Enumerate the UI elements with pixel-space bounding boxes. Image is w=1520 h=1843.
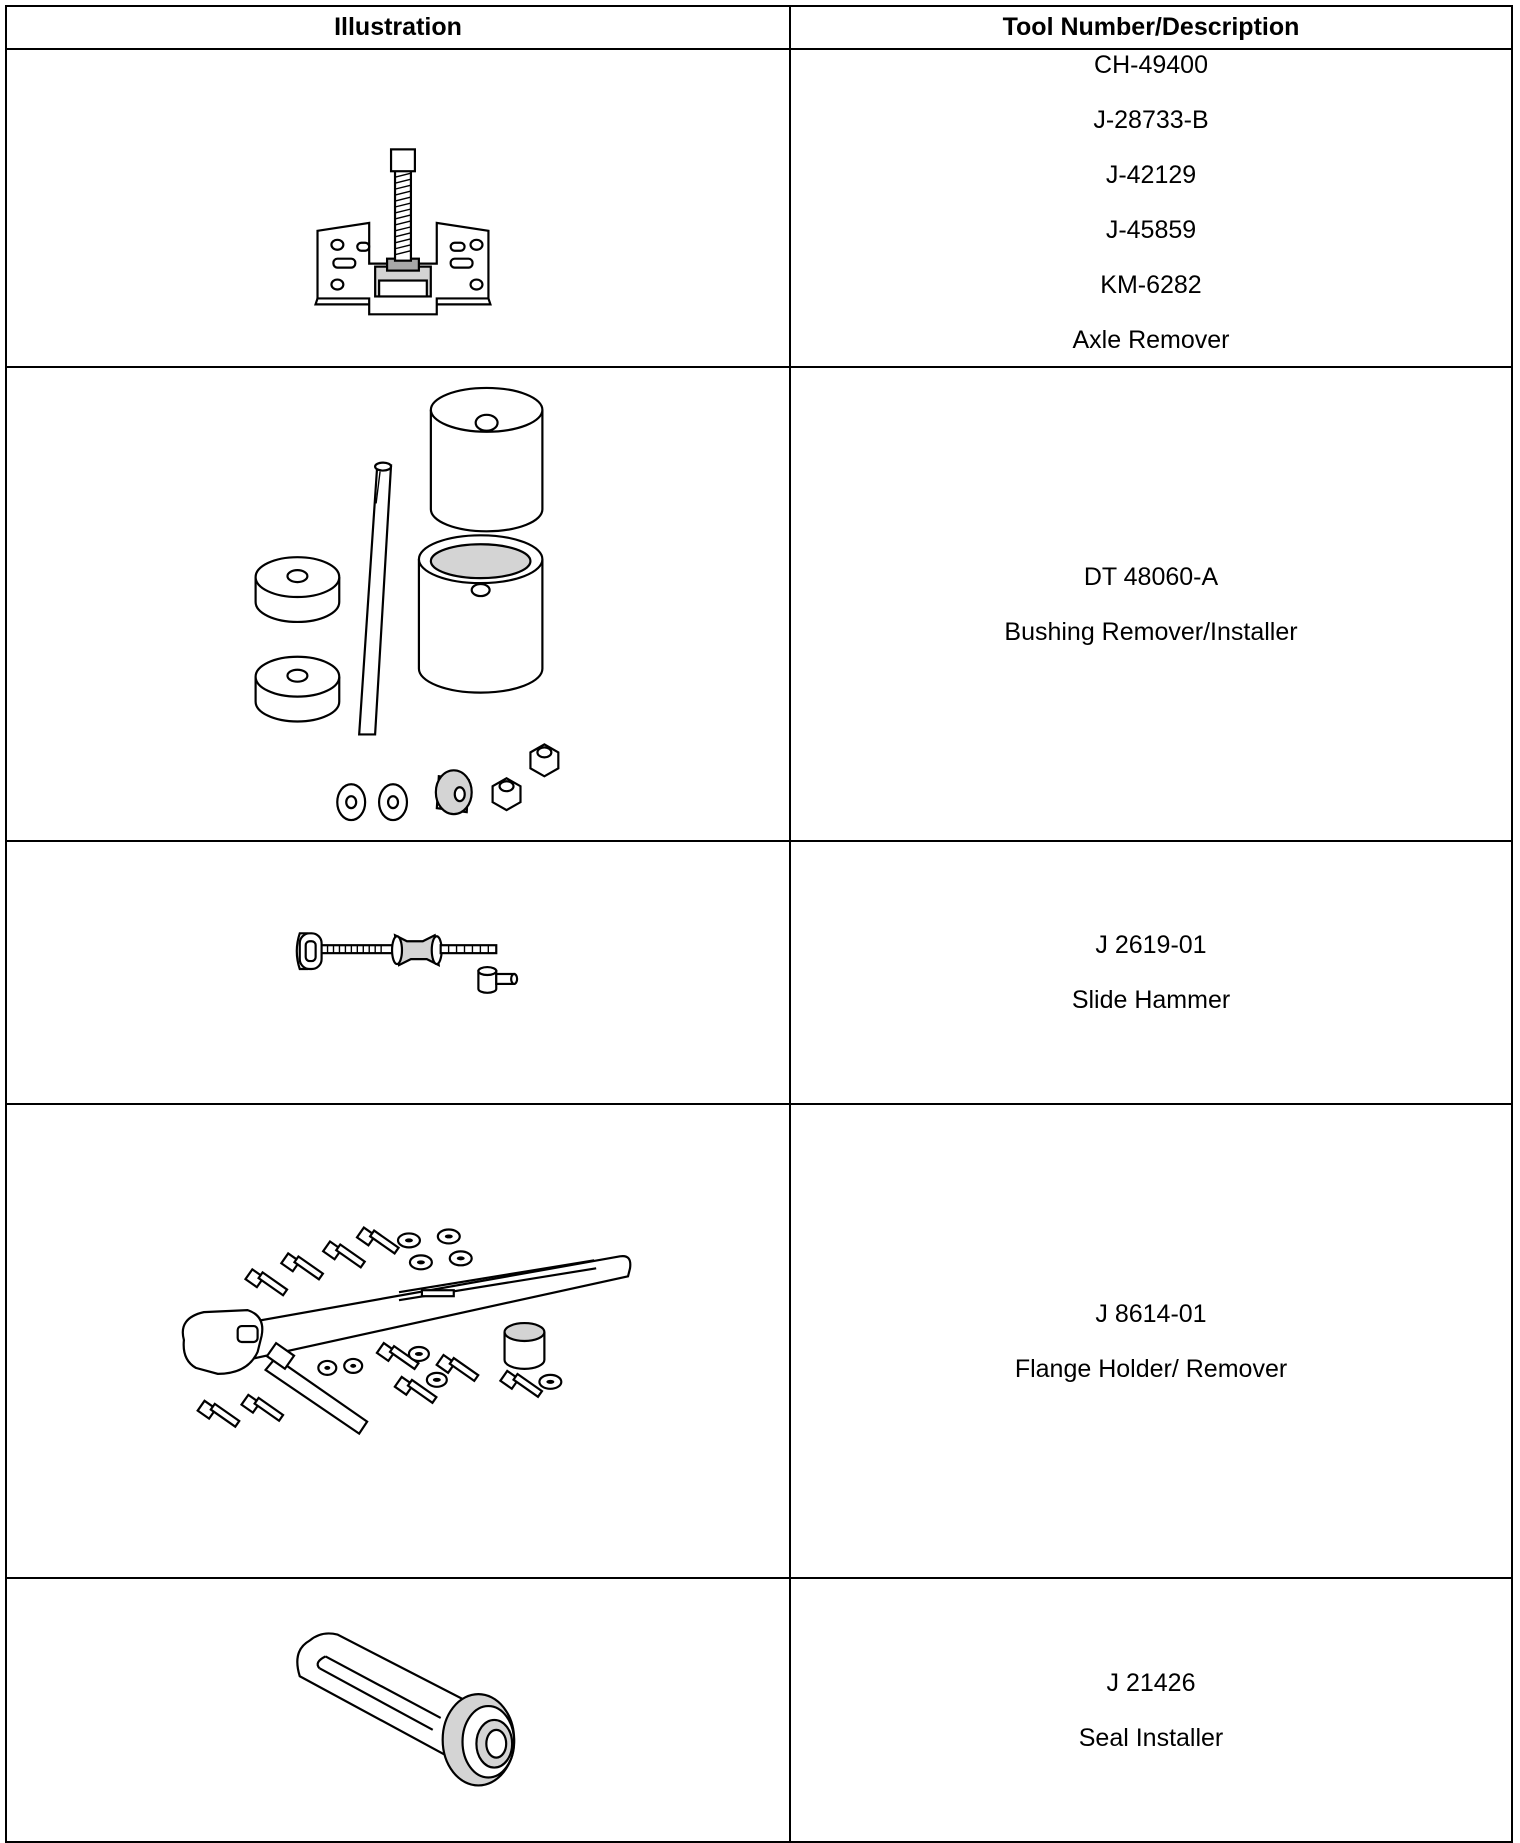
illustration-cell [6, 49, 790, 367]
tool-number: J-45859 [1105, 216, 1197, 244]
tool-description: Seal Installer [1078, 1723, 1224, 1752]
description-cell [790, 1104, 1512, 1578]
tool-number: KM-6282 [1100, 271, 1202, 299]
tool-number: J 2619-01 [1095, 931, 1207, 959]
seal-installer-illustration [7, 1579, 791, 1841]
illustration-cell [6, 1578, 790, 1842]
axle-remover-illustration [7, 50, 791, 366]
tool-description: Axle Remover [1072, 326, 1230, 354]
illustration-header: Illustration [6, 6, 790, 49]
slide-hammer-illustration [7, 842, 791, 1103]
illustration-cell [6, 1104, 790, 1578]
bushing-remover-illustration [7, 368, 791, 840]
tool-description: Bushing Remover/Installer [1004, 617, 1298, 646]
tool-number: J-28733-B [1093, 106, 1209, 134]
table-row [6, 49, 1512, 367]
flange-holder-illustration [7, 1105, 791, 1577]
table-row [6, 367, 1512, 841]
description-cell [790, 49, 1512, 367]
header-row [6, 6, 1512, 49]
illustration-cell [6, 841, 790, 1104]
description-cell [790, 1578, 1512, 1842]
tool-number: J 8614-01 [1095, 1299, 1207, 1328]
tool-number: DT 48060-A [1083, 562, 1219, 591]
table-row [6, 1104, 1512, 1578]
tool-table [5, 5, 1513, 1843]
description-header: Tool Number/Description [790, 6, 1512, 49]
tool-number: CH-49400 [1094, 51, 1208, 79]
description-cell [790, 367, 1512, 841]
tool-description: Slide Hammer [1071, 986, 1231, 1014]
tool-description: Flange Holder/ Remover [1014, 1354, 1288, 1383]
table-row [6, 1578, 1512, 1842]
tool-number: J-42129 [1105, 161, 1197, 189]
table-row [6, 841, 1512, 1104]
description-cell [790, 841, 1512, 1104]
illustration-cell [6, 367, 790, 841]
tool-number: J 21426 [1106, 1668, 1196, 1697]
